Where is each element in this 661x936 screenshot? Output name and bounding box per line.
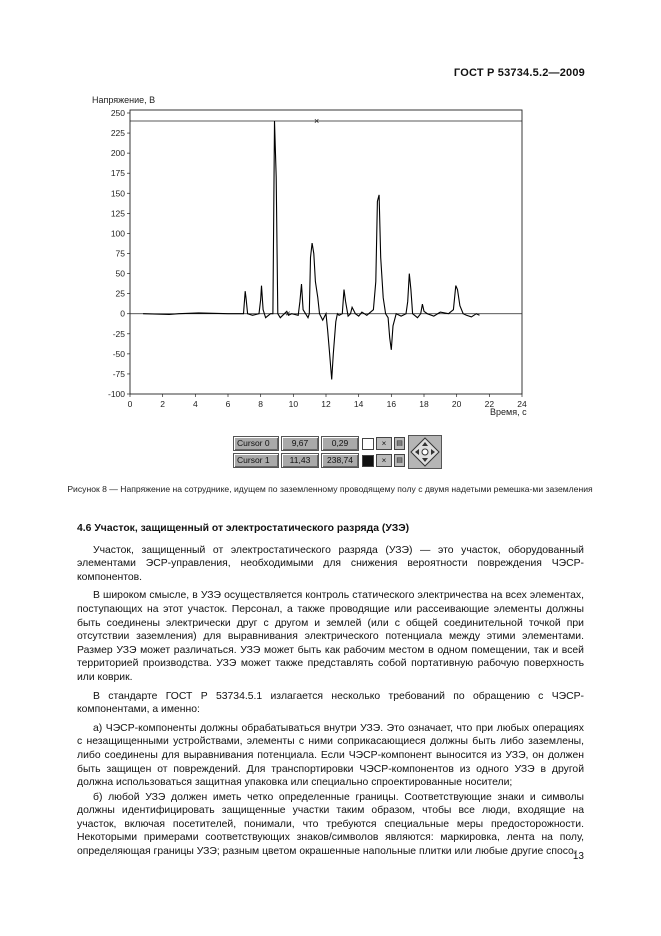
x-axis-label: Время, с [490, 407, 527, 417]
y-tick-label: 25 [115, 288, 125, 299]
y-tick-label: -75 [112, 368, 125, 379]
cursor-1-label[interactable]: Cursor 1 [233, 453, 279, 468]
x-tick-label: 8 [258, 399, 264, 409]
x-tick-label: 20 [451, 399, 462, 409]
cursor-0-y-value: 0,29 [321, 436, 359, 451]
x-tick-label: 2 [160, 399, 166, 409]
section-title: 4.6 Участок, защищенный от электростатического разряда (УЗЭ) [77, 523, 410, 534]
y-tick-label: 150 [110, 188, 125, 199]
figure-caption: Рисунок 8 — Напряжение на сотруднике, идущем по заземленному проводящему полу с двумя надетыми ремешка-ми заземления [67, 484, 593, 494]
cursor-0-x-value: 9,67 [281, 436, 319, 451]
cursor-0-lock-icon[interactable]: ▤ [394, 437, 405, 450]
x-tick-label: 18 [419, 399, 429, 409]
cursor-1-x-value: 11,43 [281, 453, 319, 468]
paragraph: Участок, защищенный от электростатического разряда (УЗЭ) — это участок, оборудованный элементами ЭСР-управления, необходимыми для снижения вероятности повреждения ЧЭСР-компонентов. [77, 544, 584, 583]
cursor-marker-0[interactable]: × [285, 308, 291, 319]
y-tick-label: 75 [115, 248, 125, 259]
cursor-1-y-value: 238,74 [321, 453, 359, 468]
x-tick-label: 0 [127, 399, 133, 409]
cursor-0-color-swatch[interactable] [362, 438, 374, 450]
y-tick-label: 100 [110, 228, 125, 239]
cursor-row-0 [233, 436, 405, 451]
cursor-legend [233, 436, 405, 470]
paragraph: В стандарте ГОСТ Р 53734.5.1 излагается несколько требований по обращению с ЧЭСР-компонентами, а именно: [77, 690, 584, 716]
plot-area [130, 110, 522, 394]
y-tick-label: 50 [115, 268, 125, 279]
list-item-b: б) любой УЗЭ должен иметь четко определенные границы. Соответствующие знаки и символы должны идентифицировать защищенные участки таким образом, чтобы все люди, входящие на участок, включая посетителей, понимали, что требуются специальные меры предосторожности. Некоторыми примерами соответствующих знаков/символов являются: маркировка, лента на полу, определяющая границы УЗЭ; разным цветом окрашенные напольные плитки или любые другие спосо- [77, 791, 584, 858]
cursor-navigation-pad-icon[interactable] [408, 435, 442, 469]
y-tick-label: 125 [110, 208, 125, 219]
y-tick-label: -100 [107, 389, 125, 399]
y-tick-label: 250 [110, 108, 125, 118]
page-number: 13 [572, 851, 584, 862]
cursor-row-1 [233, 453, 405, 468]
x-tick-label: 4 [192, 399, 198, 409]
x-tick-label: 6 [225, 399, 231, 409]
cursor-1-color-swatch[interactable] [362, 455, 374, 467]
y-tick-label: 200 [110, 148, 125, 159]
section-body [77, 522, 584, 860]
voltage-series-line [143, 121, 479, 380]
x-tick-label: 10 [288, 399, 299, 409]
cursor-1-style-icon[interactable]: × [376, 454, 392, 467]
y-tick-label: -25 [112, 328, 125, 339]
y-tick-label: 225 [110, 128, 125, 139]
cursor-1-lock-icon[interactable]: ▤ [394, 454, 405, 467]
y-tick-label: -50 [112, 348, 125, 359]
x-tick-label: 24 [517, 399, 527, 409]
cursor-marker-1[interactable]: × [314, 116, 320, 126]
x-tick-label: 22 [484, 399, 495, 409]
x-tick-label: 16 [386, 399, 397, 409]
x-tick-label: 14 [353, 399, 364, 409]
y-tick-label: 175 [110, 168, 125, 179]
list-item-a: а) ЧЭСР-компоненты должны обрабатываться внутри УЗЭ. Это означает, что при любых операциях с незащищенными устройствами, элементы с ними соприкасающиеся должны быть либо заземлены, либо соединены для выравнивания потенциала. Если ЧЭСР-компонент выносится из УЗЭ, он должен быть защищен от повреждений. Для транспортировки ЧЭСР-компонентов из одного УЗЭ в другой должна использоваться защитная упаковка или специально спроектированные носители; [77, 722, 584, 789]
y-axis-label: Напряжение, В [92, 95, 156, 105]
cursor-0-label[interactable]: Cursor 0 [233, 436, 279, 451]
cursor-0-style-icon[interactable]: × [376, 437, 392, 450]
paragraph: В широком смысле, в УЗЭ осуществляется контроль статического электричества на всех элементах, поступающих на этот участок. Персонал, а также проводящие или рассеивающие элементы должны быть соединены электрически друг с другом и землей (или с общей соединительной точкой при отсутствии заземления) для выравнивания электрического потенциала между этими элементами. Размер УЗЭ может различаться. УЗЭ может быть как рабочим местом в одном помещении, так и всей территорией производства. УЗЭ может также представлять собой портативную рабочую поверхность или коврик. [77, 590, 584, 683]
x-tick-label: 12 [321, 399, 331, 409]
y-tick-label: 0 [120, 308, 125, 319]
document-header: ГОСТ Р 53734.5.2—2009 [453, 67, 585, 79]
